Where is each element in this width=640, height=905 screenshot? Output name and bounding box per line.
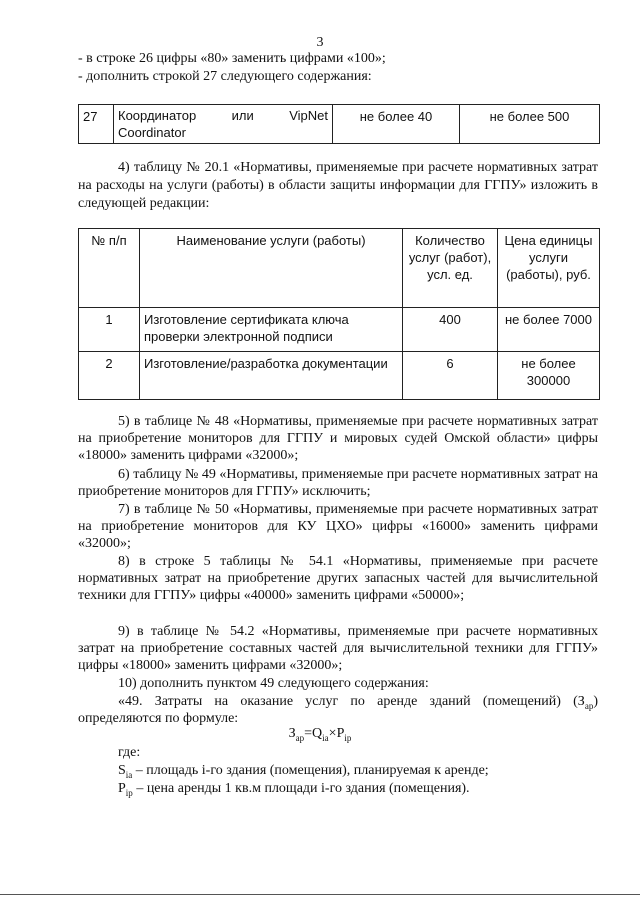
item-7: 7) в таблице № 50 «Нормативы, применяемые при расчете нормативных затрат на приобретение мониторов для КУ ЦХО» цифры «16000» заменить цифрами «32000»; (78, 502, 598, 551)
table-row (79, 352, 600, 400)
table-row (79, 105, 600, 144)
def2-text: – цена аренды 1 кв.м площади i-го здания (помещения). (132, 781, 470, 796)
formula-times: × (328, 726, 337, 741)
intro-line-2: - дополнить строкой 27 следующего содержания: (78, 69, 372, 84)
row2-num: 2 (79, 352, 140, 400)
table-header-row (79, 229, 600, 308)
item-6: 6) таблицу № 49 «Нормативы, применяемые при расчете нормативных затрат на приобретение мониторов для ГГПУ» исключить; (78, 467, 598, 499)
item-10: 10) дополнить пунктом 49 следующего содержания: (118, 676, 429, 691)
table-row (79, 308, 600, 352)
row27-num: 27 (79, 105, 114, 144)
item-9: 9) в таблице № 54.2 «Нормативы, применяемые при расчете нормативных затрат на приобретение составных частей для вычислительной техники для ГГПУ» цифры «18000» заменить цифрами «32000»; (78, 624, 598, 673)
def2-sub: iр (125, 787, 133, 798)
formula-p: P (336, 726, 345, 741)
row2-price: не более 300000 (498, 352, 600, 400)
row1-num: 1 (79, 308, 140, 352)
bottom-rule (0, 894, 640, 895)
row2-qty: 6 (403, 352, 498, 400)
formula-p-sub: iр (344, 732, 352, 743)
row27-name-line1: Координатор или VipNet (118, 108, 328, 123)
definition-1 (118, 762, 598, 779)
row27-table (78, 104, 600, 144)
page-number: 3 (316, 35, 324, 50)
formula-q-sub: iа (322, 732, 329, 743)
formula-eq: = (304, 726, 313, 741)
clause-49 (78, 693, 598, 727)
header-price: Цена единицы услуги (работы), руб. (498, 229, 600, 308)
definition-2 (118, 780, 598, 797)
def1-sub: iа (125, 769, 133, 780)
row27-price: не более 500 (460, 105, 600, 144)
row2-name: Изготовление/разработка документации (140, 352, 403, 400)
formula-lhs: З (288, 726, 296, 741)
intro-line-1: - в строке 26 цифры «80» заменить цифрами «100»; (78, 51, 386, 66)
formula-q: Q (312, 726, 323, 741)
row27-name-line2: Coordinator (118, 125, 186, 140)
def1-symbol: S (118, 763, 126, 778)
row27-qty: не более 40 (333, 105, 460, 144)
formula (0, 725, 640, 742)
item-8: 8) в строке 5 таблицы № 54.1 «Нормативы, применяемые при расчете нормативных затрат на приобретение других запасных частей для вычислительной техники для ГГПУ» цифры «40000» заменить цифрами «50000»; (78, 554, 598, 603)
formula-lhs-sub: ар (295, 732, 305, 743)
header-qty: Количество услуг (работ), усл. ед. (403, 229, 498, 308)
row27-name (114, 105, 333, 144)
services-table (78, 228, 600, 400)
clause-49-sub: ар (584, 700, 594, 711)
row1-name: Изготовление сертификата ключа проверки электронной подписи (140, 308, 403, 352)
clause-49-end: ) определяются по формуле: (78, 694, 598, 726)
header-name: Наименование услуги (работы) (140, 229, 403, 308)
clause-49-text: «49. Затраты на оказание услуг по аренде зданий (помещений) (З (118, 694, 585, 709)
header-num: № п/п (79, 229, 140, 308)
row1-qty: 400 (403, 308, 498, 352)
item-4: 4) таблицу № 20.1 «Нормативы, применяемые при расчете нормативных затрат на расходы на услуги (работы) в области защиты информации для ГГПУ» изложить в следующей редакции: (78, 160, 598, 211)
def2-symbol: P (118, 781, 126, 796)
def1-text: – площадь i-го здания (помещения), планируемая к аренде; (132, 763, 489, 778)
item-5: 5) в таблице № 48 «Нормативы, применяемые при расчете нормативных затрат на приобретение мониторов для ГГПУ и мировых судей Омской области» цифры «18000» заменить цифрами «32000»; (78, 414, 598, 463)
row1-price: не более 7000 (498, 308, 600, 352)
where-label: где: (118, 745, 141, 760)
